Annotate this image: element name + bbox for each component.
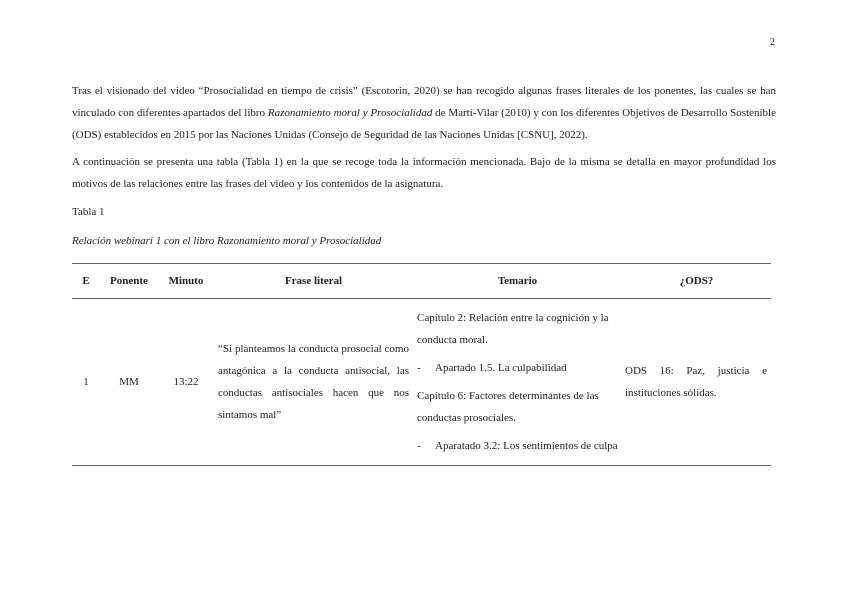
temario-bullet-1	[417, 357, 620, 379]
cell-e: 1	[83, 376, 89, 388]
header-minuto: Minuto	[168, 275, 204, 287]
temario-bullet-2-text: Aparatado 3.2: Los sentimientos de culpa	[435, 440, 618, 452]
cell-temario	[413, 299, 622, 466]
header-ponente: Ponente	[110, 275, 148, 287]
relation-table	[72, 263, 771, 466]
cell-frase-literal: “Si planteamos la conducta prosocial como antagónica a la conducta antisocial, las conductas antisociales hacen que nos sintamos mal”	[218, 343, 409, 421]
table-header-row	[72, 264, 771, 299]
cell-ods: ODS 16: Paz, justicia e instituciones sólidas.	[625, 365, 767, 399]
temario-bullet-1-text: Apartado 1.5. La culpabilidad	[435, 362, 567, 374]
table-row	[72, 299, 771, 466]
intro-text-part2: de Martí-Vilar (2010) y con los diferentes Objetivos de Desarrollo Sostenible (ODS) establecidos en 2015 por las Naciones Unidas (Consejo de Seguridad de las Naciones Unidas [CSNU], 2022).	[72, 107, 776, 141]
book-title: Razonamiento moral y Prosocialidad	[267, 107, 433, 119]
table-caption: Relación webinari 1 con el libro Razonamiento moral y Prosocialidad	[72, 235, 382, 247]
intro-text-part1: Tras el visionado del video “Prosocialidad en tiempo de crisis” (Escotorin, 2020) se han recogido algunas frases literales de los ponentes, las cuales se han vinculado con diferentes apartados del libro	[72, 85, 776, 119]
intro-paragraph	[72, 80, 776, 146]
bullet-dash: -	[417, 362, 421, 374]
header-temario: Temario	[497, 275, 538, 287]
page-number: 2	[770, 37, 775, 48]
cell-minuto: 13:22	[173, 376, 199, 388]
table-intro-paragraph: A continuación se presenta una tabla (Tabla 1) en la que se recoge toda la información mencionada. Bajo de la misma se detalla en mayor profundidad los motivos de las relaciones entre las frases del video y los contenidos de la asignatura.	[72, 156, 776, 190]
temario-chapter-6: Capítulo 6: Factores determinantes de las conductas prosociales.	[417, 390, 599, 424]
header-frase-literal: Frase literal	[284, 275, 343, 287]
header-e: E	[82, 275, 90, 287]
table-label: Tabla 1	[72, 206, 105, 218]
header-ods: ¿ODS?	[679, 275, 714, 287]
cell-ponente: MM	[119, 376, 139, 388]
temario-bullet-2	[417, 435, 620, 457]
bullet-dash: -	[417, 440, 421, 452]
temario-chapter-2: Capítulo 2: Relación entre la cognición y la conducta moral.	[417, 312, 609, 346]
